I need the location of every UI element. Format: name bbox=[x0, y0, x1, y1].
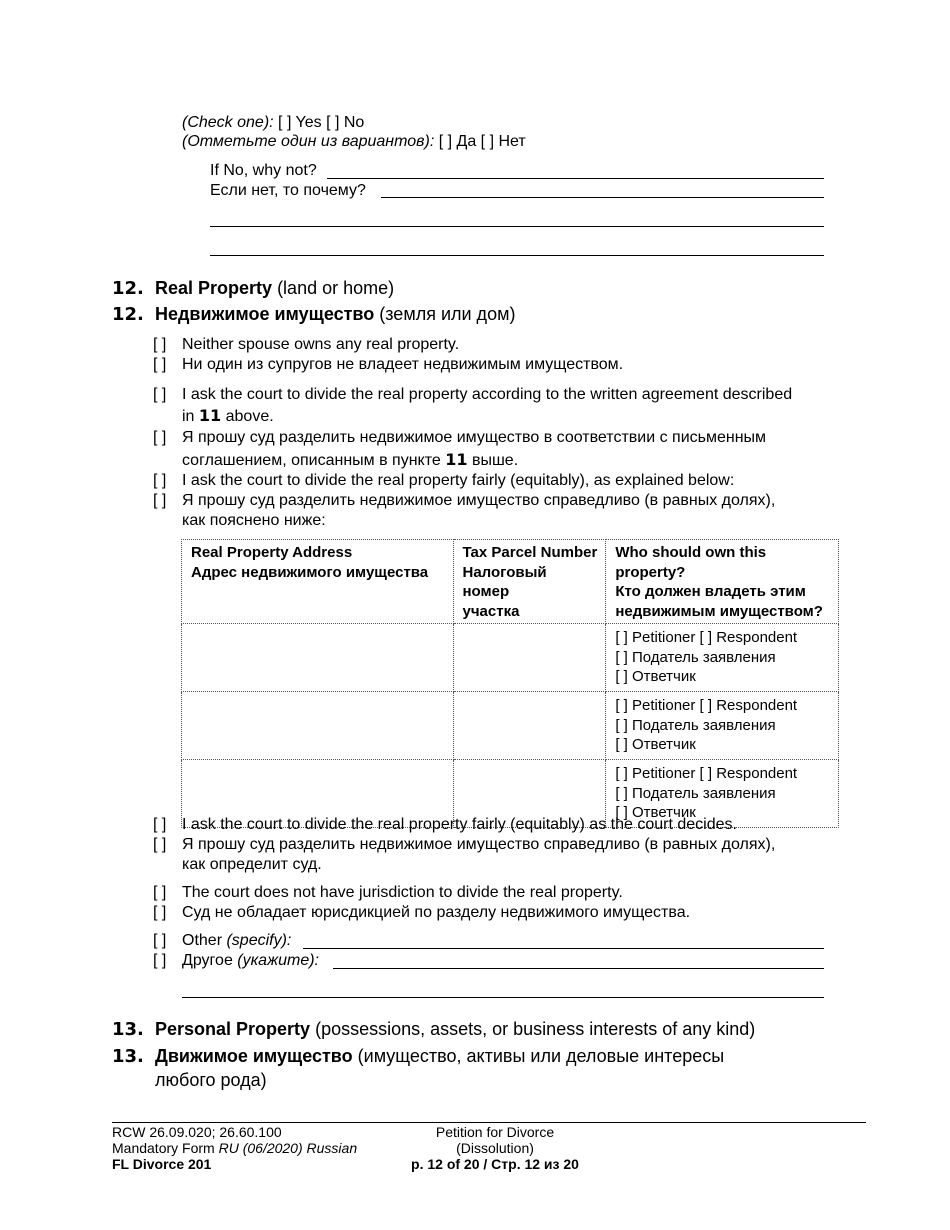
section-12-title-en: Real Property bbox=[155, 278, 273, 298]
parcel-cell[interactable] bbox=[453, 692, 606, 760]
opt6-other-en: Other bbox=[182, 932, 223, 949]
opt4-text-en: I ask the court to divide the real property fairly (equitably) as the court decides. bbox=[182, 816, 737, 833]
header-parcel-en: Tax Parcel Number bbox=[462, 544, 598, 561]
header-parcel-ru-1: Налоговый номер bbox=[462, 563, 547, 600]
address-cell[interactable] bbox=[182, 692, 454, 760]
answer-line-3[interactable] bbox=[210, 255, 824, 256]
checkbox-opt6-en[interactable]: [ ] bbox=[153, 932, 167, 949]
header-address-ru: Адрес недвижимого имущества bbox=[191, 563, 429, 581]
opt2-ru-post: выше. bbox=[471, 452, 519, 469]
opt6-specify-ru: (укажите): bbox=[237, 952, 319, 969]
opt3-text-ru-line2: как пояснено ниже: bbox=[182, 512, 326, 529]
if-no-label-ru: Если нет, то почему? bbox=[210, 182, 366, 199]
yes-no-checkboxes-en[interactable]: [ ] Yes [ ] No bbox=[278, 114, 365, 131]
checkbox-opt6-ru[interactable]: [ ] bbox=[153, 952, 167, 969]
checkbox-opt4-ru[interactable]: [ ] bbox=[153, 836, 167, 853]
other-specify-line-ru[interactable] bbox=[333, 968, 824, 969]
owner-option-respondent-ru[interactable]: [ ] Ответчик bbox=[615, 804, 696, 821]
checkbox-opt2-en[interactable]: [ ] bbox=[153, 386, 167, 403]
owner-option-petitioner-ru[interactable]: [ ] Податель заявления bbox=[615, 716, 776, 734]
footer-title-line2: (Dissolution) bbox=[456, 1140, 534, 1156]
footer-mandatory-label: Mandatory Form bbox=[112, 1140, 215, 1156]
section-13-number-en: 13. bbox=[112, 1019, 144, 1040]
header-owner-ru-1: Кто должен владеть этим bbox=[615, 583, 806, 600]
footer-title-line1: Petition for Divorce bbox=[435, 1124, 555, 1140]
opt5-text-ru: Суд не обладает юрисдикцией по разделу недвижимого имущества. bbox=[182, 904, 691, 921]
section-13-number-ru: 13. bbox=[112, 1046, 144, 1067]
owner-cell bbox=[606, 624, 839, 692]
section-12-title-ru: Недвижимое имущество bbox=[155, 304, 375, 324]
opt6-specify-en: (specify): bbox=[226, 932, 292, 949]
section-12-subtitle-en: (land or home) bbox=[277, 278, 395, 298]
opt2-text-ru-line1: Я прошу суд разделить недвижимое имущество в соответствии с письменным bbox=[182, 429, 767, 446]
owner-option-petitioner-respondent[interactable]: [ ] Petitioner [ ] Respondent bbox=[615, 629, 798, 646]
table-row bbox=[182, 624, 839, 692]
check-one-label-en: (Check one): bbox=[182, 114, 274, 131]
opt2-en-post: above. bbox=[225, 408, 274, 425]
if-no-label-en: If No, why not? bbox=[210, 162, 317, 179]
opt5-text-en: The court does not have jurisdiction to divide the real property. bbox=[182, 884, 623, 901]
header-address bbox=[182, 540, 454, 624]
other-specify-line-2[interactable] bbox=[182, 997, 824, 998]
opt3-text-ru-line1: Я прошу суд разделить недвижимое имущество справедливо (в равных долях), bbox=[182, 492, 776, 509]
opt2-en-ref: 11 bbox=[198, 406, 222, 425]
header-owner-en: Who should own this property? bbox=[615, 544, 767, 581]
header-parcel-ru-2: участка bbox=[462, 602, 520, 620]
opt2-text-en-line1: I ask the court to divide the real property according to the written agreement described bbox=[182, 386, 793, 403]
section-13-heading-ru bbox=[155, 1045, 724, 1067]
checkbox-opt2-ru[interactable]: [ ] bbox=[153, 429, 167, 446]
section-13-title-ru: Движимое имущество bbox=[155, 1046, 353, 1066]
header-parcel bbox=[453, 540, 606, 624]
opt4-text-ru-line1: Я прошу суд разделить недвижимое имущество справедливо (в равных долях), bbox=[182, 836, 776, 853]
owner-option-respondent-ru[interactable]: [ ] Ответчик bbox=[615, 668, 696, 685]
answer-line-2[interactable] bbox=[210, 226, 824, 227]
footer-mandatory-version: RU (06/2020) Russian bbox=[218, 1140, 358, 1156]
if-no-answer-line[interactable] bbox=[327, 178, 824, 179]
opt2-text-en-line2 bbox=[182, 406, 274, 427]
section-13-subtitle-en: (possessions, assets, or business interests of any kind) bbox=[315, 1019, 756, 1039]
checkbox-opt1-en[interactable]: [ ] bbox=[153, 336, 167, 353]
opt2-ru-ref: 11 bbox=[445, 450, 468, 469]
checkbox-opt3-ru[interactable]: [ ] bbox=[153, 492, 167, 509]
opt6-label-ru bbox=[182, 951, 319, 971]
checkbox-opt5-en[interactable]: [ ] bbox=[153, 884, 167, 901]
parcel-cell[interactable] bbox=[453, 624, 606, 692]
if-no-answer-line-ru[interactable] bbox=[381, 197, 824, 198]
owner-option-petitioner-respondent[interactable]: [ ] Petitioner [ ] Respondent bbox=[615, 765, 798, 782]
owner-option-petitioner-ru[interactable]: [ ] Податель заявления bbox=[615, 648, 776, 666]
footer-form-id: FL Divorce 201 bbox=[112, 1156, 212, 1172]
check-one-line-en bbox=[182, 113, 364, 132]
header-address-en: Real Property Address bbox=[191, 544, 353, 561]
opt1-text-en: Neither spouse owns any real property. bbox=[182, 336, 460, 353]
section-12-heading-ru bbox=[155, 303, 515, 325]
yes-no-checkboxes-ru[interactable]: [ ] Да [ ] Нет bbox=[438, 133, 526, 150]
footer-rcw: RCW 26.09.020; 26.60.100 bbox=[112, 1124, 282, 1140]
checkbox-opt1-ru[interactable]: [ ] bbox=[153, 356, 167, 373]
check-one-label-ru: (Отметьте один из вариантов): bbox=[182, 133, 435, 150]
check-one-line-ru bbox=[182, 132, 526, 151]
section-13-subtitle-ru-2: любого рода) bbox=[155, 1070, 267, 1090]
checkbox-opt3-en[interactable]: [ ] bbox=[153, 472, 167, 489]
opt6-other-ru: Другое bbox=[182, 952, 233, 969]
opt1-text-ru: Ни один из супругов не владеет недвижимым имуществом. bbox=[182, 356, 624, 373]
opt2-ru-pre: соглашением, описанным в пункте bbox=[182, 452, 441, 469]
section-12-subtitle-ru: (земля или дом) bbox=[379, 304, 516, 324]
footer-page-number: p. 12 of 20 / Стр. 12 из 20 bbox=[411, 1156, 579, 1172]
footer-divider bbox=[112, 1122, 866, 1123]
opt3-text-en: I ask the court to divide the real property fairly (equitably), as explained below: bbox=[182, 472, 735, 489]
table-row bbox=[182, 692, 839, 760]
real-property-table bbox=[181, 539, 839, 828]
owner-option-petitioner-respondent[interactable]: [ ] Petitioner [ ] Respondent bbox=[615, 697, 798, 714]
checkbox-opt4-en[interactable]: [ ] bbox=[153, 816, 167, 833]
footer-mandatory bbox=[112, 1140, 357, 1156]
section-12-number-ru: 12. bbox=[112, 304, 144, 325]
opt6-label-en bbox=[182, 931, 291, 951]
section-13-subtitle-ru-1: (имущество, активы или деловые интересы bbox=[357, 1046, 725, 1066]
opt2-text-ru-line2 bbox=[182, 450, 518, 471]
owner-option-petitioner-ru[interactable]: [ ] Податель заявления bbox=[615, 784, 776, 802]
table-header-row bbox=[182, 540, 839, 624]
section-12-heading-en bbox=[155, 277, 394, 299]
opt4-text-ru-line2: как определит суд. bbox=[182, 856, 322, 873]
section-13-title-en: Personal Property bbox=[155, 1019, 311, 1039]
section-12-number-en: 12. bbox=[112, 278, 144, 299]
header-owner bbox=[606, 540, 839, 624]
address-cell[interactable] bbox=[182, 624, 454, 692]
checkbox-opt5-ru[interactable]: [ ] bbox=[153, 904, 167, 921]
header-owner-ru-2: недвижимым имуществом? bbox=[615, 602, 823, 620]
owner-option-respondent-ru[interactable]: [ ] Ответчик bbox=[615, 736, 696, 753]
other-specify-line[interactable] bbox=[303, 948, 824, 949]
section-13-heading-en bbox=[155, 1018, 755, 1040]
owner-cell bbox=[606, 692, 839, 760]
opt2-en-pre: in bbox=[182, 408, 195, 425]
